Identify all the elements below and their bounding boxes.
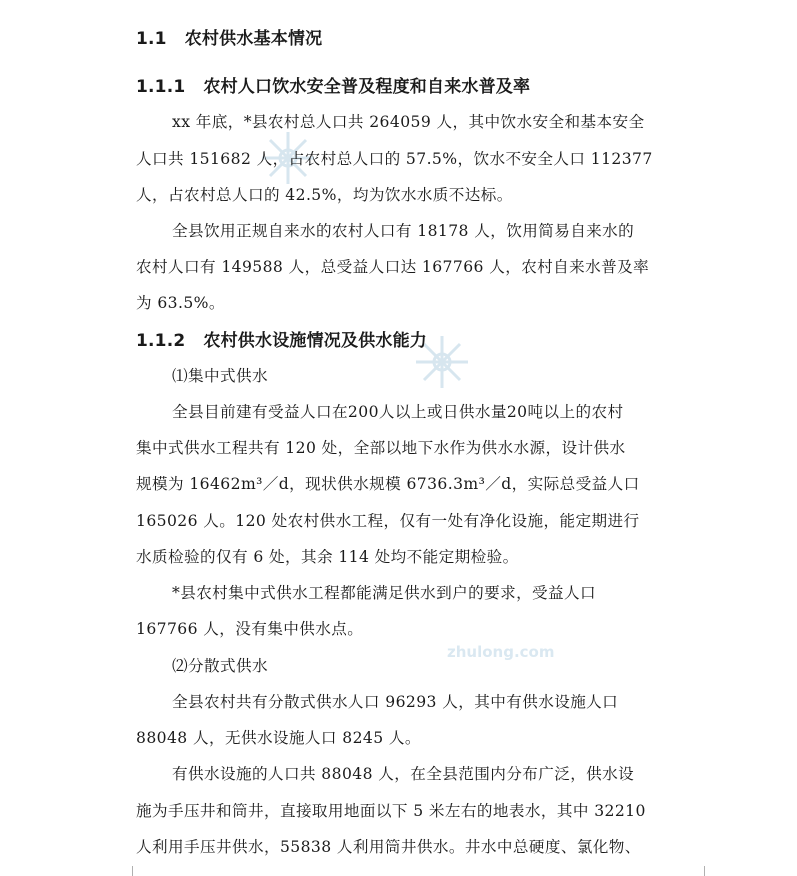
paragraph-line: 规模为 16462m³／d，现状供水规模 6736.3m³／d，实际总受益人口 [136,475,640,493]
crop-mark-right [704,866,715,876]
subsection-heading [136,326,427,351]
paragraph-line: 人利用手压井供水，55838 人利用筒井供水。井水中总硬度、氯化物、 [136,838,641,856]
subsection-heading [136,72,530,97]
crop-mark-left [122,866,133,876]
paragraph-line: 集中式供水工程共有 120 处，全部以地下水作为供水水源，设计供水 [136,439,626,457]
paragraph-line: 全县目前建有受益人口在200人以上或日供水量20吨以上的农村 [172,403,624,421]
subsection-number: 1.1.1 [136,77,186,97]
list-label: ⑵分散式供水 [172,657,268,675]
paragraph-line: 水质检验的仅有 6 处，其余 114 处均不能定期检验。 [136,548,519,566]
section-heading [136,24,322,49]
paragraph-line: 全县饮用正规自来水的农村人口有 18178 人，饮用简易自来水的 [172,222,635,240]
paragraph-line: xx 年底，*县农村总人口共 264059 人，其中饮水安全和基本安全 [172,113,645,131]
paragraph-line: 88048 人，无供水设施人口 8245 人。 [136,729,421,747]
paragraph-line: 为 63.5%。 [136,294,225,312]
list-label: ⑴集中式供水 [172,367,268,385]
paragraph-line: 人，占农村总人口的 42.5%，均为饮水水质不达标。 [136,186,513,204]
paragraph-line: 167766 人，没有集中供水点。 [136,620,364,638]
paragraph-line: 165026 人。120 处农村供水工程，仅有一处有净化设施，能定期进行 [136,512,640,530]
paragraph-line: 农村人口有 149588 人，总受益人口达 167766 人，农村自来水普及率 [136,258,650,276]
paragraph-line: *县农村集中式供水工程都能满足供水到户的要求，受益人口 [172,584,597,602]
paragraph-line: 有供水设施的人口共 88048 人，在全县范围内分布广泛，供水设 [172,765,635,783]
section-title: 农村供水基本情况 [184,29,323,49]
subsection-number: 1.1.2 [136,331,186,351]
subsection-title: 农村人口饮水安全普及程度和自来水普及率 [203,77,531,97]
paragraph-line: 人口共 151682 人，占农村总人口的 57.5%，饮水不安全人口 112377 [136,150,653,168]
section-number: 1.1 [136,29,167,49]
paragraph-line: 全县农村共有分散式供水人口 96293 人，其中有供水设施人口 [172,693,619,711]
watermark-text: zhulong.com [447,643,555,661]
paragraph-line: 施为手压井和筒井，直接取用地面以下 5 米左右的地表水，其中 32210 [136,802,646,820]
subsection-title: 农村供水设施情况及供水能力 [203,331,428,351]
